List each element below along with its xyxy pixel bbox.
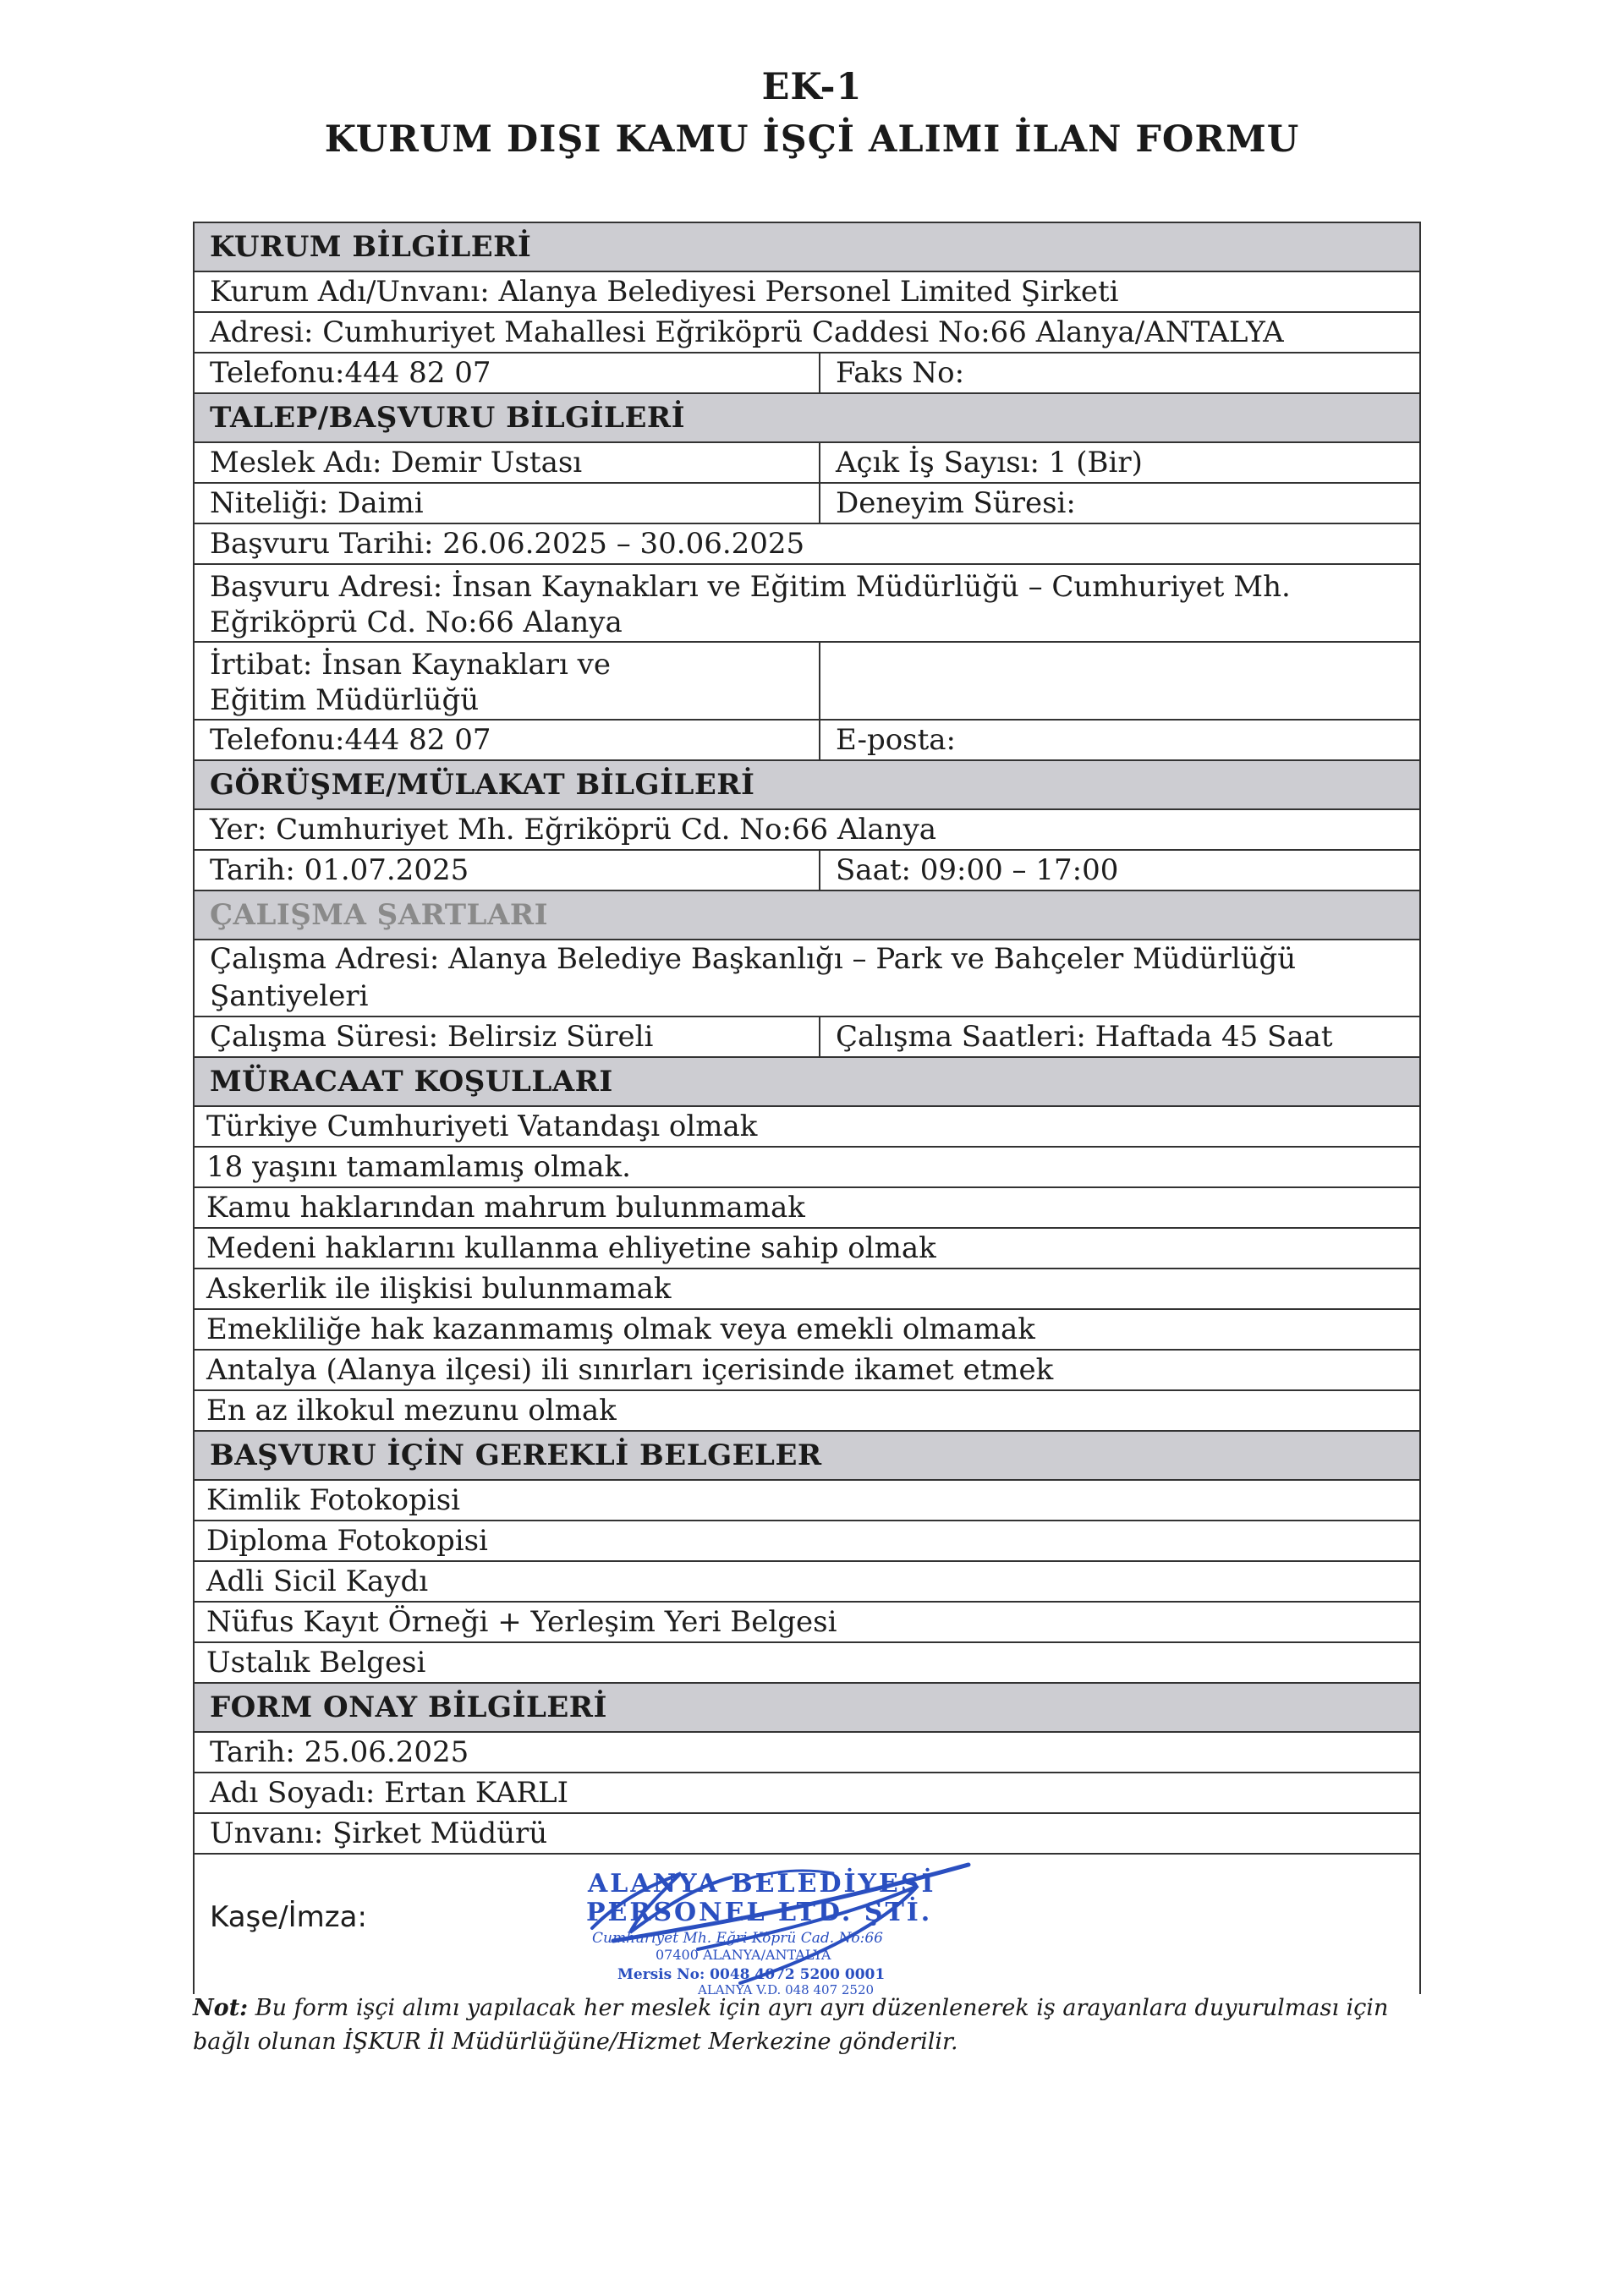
- section-belgeler-heading: BAŞVURU İÇİN GEREKLİ BELGELER: [195, 1432, 1419, 1481]
- row-calisma-sure: [195, 1017, 1419, 1058]
- talep-eposta: E-posta:: [836, 723, 957, 757]
- condition-item: Medeni haklarını kullanma ehliyetine sahip olmak: [195, 1229, 1419, 1269]
- document-item: Nüfus Kayıt Örneği + Yerleşim Yeri Belgesi: [195, 1603, 1419, 1643]
- condition-item: Antalya (Alanya ilçesi) ili sınırları içerisinde ikamet etmek: [195, 1351, 1419, 1391]
- section-onay-heading: FORM ONAY BİLGİLERİ: [195, 1684, 1419, 1733]
- calisma-saatleri: Çalışma Saatleri: Haftada 45 Saat: [836, 1020, 1333, 1054]
- row-calisma-adresi: Çalışma Adresi: Alanya Belediye Başkanlığı – Park ve Bahçeler Müdürlüğü Şantiyeleri: [195, 940, 1419, 1017]
- row-kurum-telefon-faks: [195, 353, 1419, 394]
- kurum-faks: Faks No:: [836, 356, 965, 390]
- row-basvuru-tarihi: Başvuru Tarihi: 26.06.2025 – 30.06.2025: [195, 524, 1419, 565]
- row-talep-telefon: [195, 721, 1419, 761]
- row-onay-tarih: Tarih: 25.06.2025: [195, 1733, 1419, 1773]
- stamp-line5: Mersis No: 0048 4072 5200 0001: [617, 1966, 886, 1983]
- stamp-line2: PERSONEL LTD. ŞTİ.: [586, 1898, 933, 1927]
- acik-is-sayisi: Açık İş Sayısı: 1 (Bir): [836, 446, 1143, 479]
- row-basvuru-adresi: Başvuru Adresi: İnsan Kaynakları ve Eğitim Müdürlüğü – Cumhuriyet Mh. Eğriköprü Cd. No:66 Alanya: [195, 565, 1419, 643]
- niteligi: Niteliği: Daimi: [210, 484, 820, 523]
- row-kurum-unvan: Kurum Adı/Unvanı: Alanya Belediyesi Personel Limited Şirketi: [195, 272, 1419, 313]
- condition-item: Emekliliğe hak kazanmamış olmak veya emekli olmamak: [195, 1310, 1419, 1351]
- section-calisma-heading: ÇALIŞMA ŞARTLARI: [195, 891, 1419, 940]
- irtibat: İrtibat: İnsan Kaynakları ve Eğitim Müdürlüğü: [210, 643, 820, 719]
- gorusme-tarih: Tarih: 01.07.2025: [210, 851, 820, 890]
- document-item: Adli Sicil Kaydı: [195, 1562, 1419, 1603]
- row-gorusme-yer: Yer: Cumhuriyet Mh. Eğriköprü Cd. No:66 Alanya: [195, 810, 1419, 851]
- row-nitelik: [195, 484, 1419, 524]
- row-irtibat: [195, 643, 1419, 721]
- application-form: [193, 222, 1421, 1994]
- row-meslek: [195, 443, 1419, 484]
- kurum-telefon: Telefonu:444 82 07: [210, 353, 820, 392]
- condition-item: 18 yaşını tamamlamış olmak.: [195, 1148, 1419, 1188]
- row-onay-ad: Adı Soyadı: Ertan KARLI: [195, 1773, 1419, 1814]
- stamp-line6: ALANYA V.D. 048 407 2520: [698, 1982, 875, 1996]
- condition-item: Askerlik ile ilişkisi bulunmamak: [195, 1269, 1419, 1310]
- section-talep-heading: TALEP/BAŞVURU BİLGİLERİ: [195, 394, 1419, 443]
- condition-item: Türkiye Cumhuriyeti Vatandaşı olmak: [195, 1107, 1419, 1148]
- company-stamp-signature: [376, 1848, 1019, 1996]
- document-item: Diploma Fotokopisi: [195, 1521, 1419, 1562]
- gorusme-saat: Saat: 09:00 – 17:00: [836, 853, 1119, 887]
- section-gorusme-heading: GÖRÜŞME/MÜLAKAT BİLGİLERİ: [195, 761, 1419, 810]
- calisma-suresi: Çalışma Süresi: Belirsiz Süreli: [210, 1017, 820, 1056]
- stamp-line1: ALANYA BELEDİYESİ: [588, 1869, 936, 1899]
- condition-item: En az ilkokul mezunu olmak: [195, 1391, 1419, 1432]
- meslek-adi: Meslek Adı: Demir Ustası: [210, 443, 820, 482]
- footer-note: Not: Bu form işçi alımı yapılacak her meslek için ayrı ayrı düzenlenerek iş arayanlara duyurulması için bağlı olunan İŞKUR İl Müdürlüğüne/Hizmet Merkezine gönderilir.: [193, 1995, 1389, 2055]
- document-item: Ustalık Belgesi: [195, 1643, 1419, 1684]
- stamp-line4: 07400 ALANYA/ANTALYA: [656, 1947, 831, 1963]
- row-kase-imza: [195, 1855, 1419, 1994]
- condition-item: Kamu haklarından mahrum bulunmamak: [195, 1188, 1419, 1229]
- form-title: KURUM DIŞI KAMU İŞÇİ ALIMI İLAN FORMU: [324, 118, 1300, 161]
- stamp-line3: Cumhuriyet Mh. Eğri Köprü Cad. No:66: [592, 1930, 884, 1947]
- row-gorusme-tarih: [195, 851, 1419, 891]
- row-kurum-adres: Adresi: Cumhuriyet Mahallesi Eğriköprü Caddesi No:66 Alanya/ANTALYA: [195, 313, 1419, 353]
- talep-telefon: Telefonu:444 82 07: [210, 721, 820, 759]
- kase-imza-label: Kaşe/İmza:: [210, 1900, 367, 1934]
- section-kurum-heading: KURUM BİLGİLERİ: [195, 223, 1419, 272]
- document-item: Kimlik Fotokopisi: [195, 1481, 1419, 1521]
- deneyim-suresi: Deneyim Süresi:: [836, 486, 1076, 520]
- row-onay-unvan: Unvanı: Şirket Müdürü: [195, 1814, 1419, 1855]
- section-muracaat-heading: MÜRACAAT KOŞULLARI: [195, 1058, 1419, 1107]
- form-code: EK-1: [761, 66, 863, 108]
